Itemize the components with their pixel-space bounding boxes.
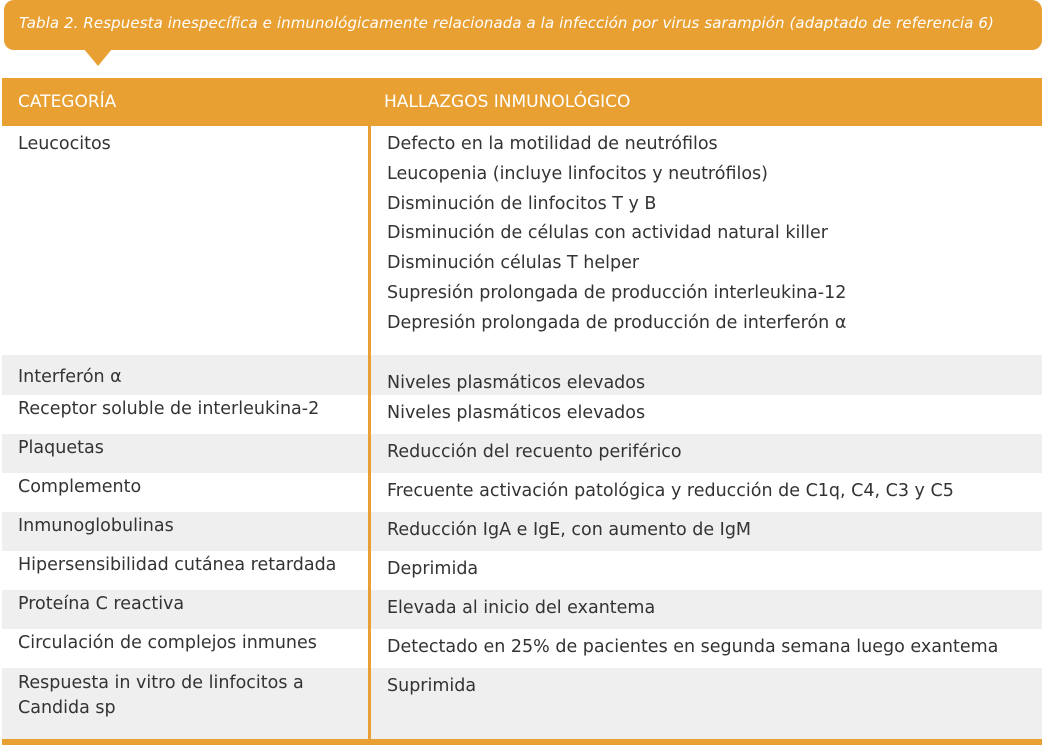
- finding-line: Elevada al inicio del exantema: [387, 598, 656, 618]
- table-caption: Tabla 2. Respuesta inespecífica e inmunológicamente relacionada a la infección por virus sarampión (adaptado de referencia 6): [19, 14, 994, 32]
- finding-line: Depresión prolongada de producción de interferón α: [387, 312, 847, 333]
- finding-line: Leucopenia (incluye linfocitos y neutrófilos): [387, 163, 768, 184]
- findings-cell: [368, 355, 1042, 395]
- table-row: [2, 434, 1042, 473]
- finding-line: Disminución de linfocitos T y B: [387, 193, 657, 214]
- table-row: [2, 668, 1042, 739]
- findings-cell: [368, 395, 1042, 434]
- column-header-category: CATEGORÍA: [18, 92, 117, 112]
- category-cell: Complemento: [18, 477, 142, 497]
- category-cell: Respuesta in vitro de linfocitos a Candida sp: [18, 673, 304, 718]
- category-cell: Plaquetas: [18, 438, 104, 458]
- finding-line: Niveles plasmáticos elevados: [387, 403, 646, 423]
- finding-line: Reducción del recuento periférico: [387, 442, 682, 462]
- table-row: [2, 395, 1042, 434]
- table-row: [2, 590, 1042, 629]
- category-cell: Inmunoglobulinas: [18, 516, 174, 536]
- finding-line: Disminución de células con actividad natural killer: [387, 223, 829, 244]
- category-cell: Hipersensibilidad cutánea retardada: [18, 555, 337, 575]
- findings-cell: [368, 473, 1042, 512]
- finding-line: Suprimida: [387, 676, 477, 696]
- findings-cell: [368, 590, 1042, 629]
- column-header-findings: HALLAZGOS INMUNOLÓGICO: [384, 92, 631, 112]
- finding-line: Defecto en la motilidad de neutrófilos: [387, 134, 718, 154]
- finding-line: Niveles plasmáticos elevados: [387, 373, 646, 393]
- table-bottom-border: [2, 739, 1042, 745]
- table-header-row: [2, 78, 1042, 126]
- table-row: [2, 629, 1042, 668]
- category-cell: Leucocitos: [18, 134, 111, 154]
- caption-pointer: [84, 49, 112, 66]
- table-row: [2, 551, 1042, 590]
- findings-cell: [368, 668, 1042, 739]
- finding-line: Deprimida: [387, 559, 479, 579]
- category-cell: Circulación de complejos inmunes: [18, 633, 317, 653]
- finding-line: Reducción IgA e IgE, con aumento de IgM: [387, 520, 752, 540]
- findings-cell: [368, 629, 1042, 668]
- findings-cell: [368, 551, 1042, 590]
- finding-line: Frecuente activación patológica y reducción de C1q, C4, C3 y C5: [387, 481, 954, 501]
- findings-cell: [368, 512, 1042, 551]
- category-cell: Proteína C reactiva: [18, 594, 185, 614]
- table-row: [2, 126, 1042, 355]
- immunology-table: [2, 78, 1042, 745]
- category-cell: Receptor soluble de interleukina-2: [18, 399, 320, 419]
- table-caption-banner: [4, 0, 1042, 50]
- findings-cell: [368, 126, 1042, 355]
- findings-cell: [368, 434, 1042, 473]
- table-row: [2, 473, 1042, 512]
- category-cell: Interferón α: [18, 367, 122, 387]
- table-row: [2, 355, 1042, 395]
- table-row: [2, 512, 1042, 551]
- finding-line: Disminución células T helper: [387, 253, 640, 274]
- finding-line: Supresión prolongada de producción interleukina-12: [387, 282, 847, 303]
- finding-line: Detectado en 25% de pacientes en segunda semana luego exantema: [387, 637, 999, 657]
